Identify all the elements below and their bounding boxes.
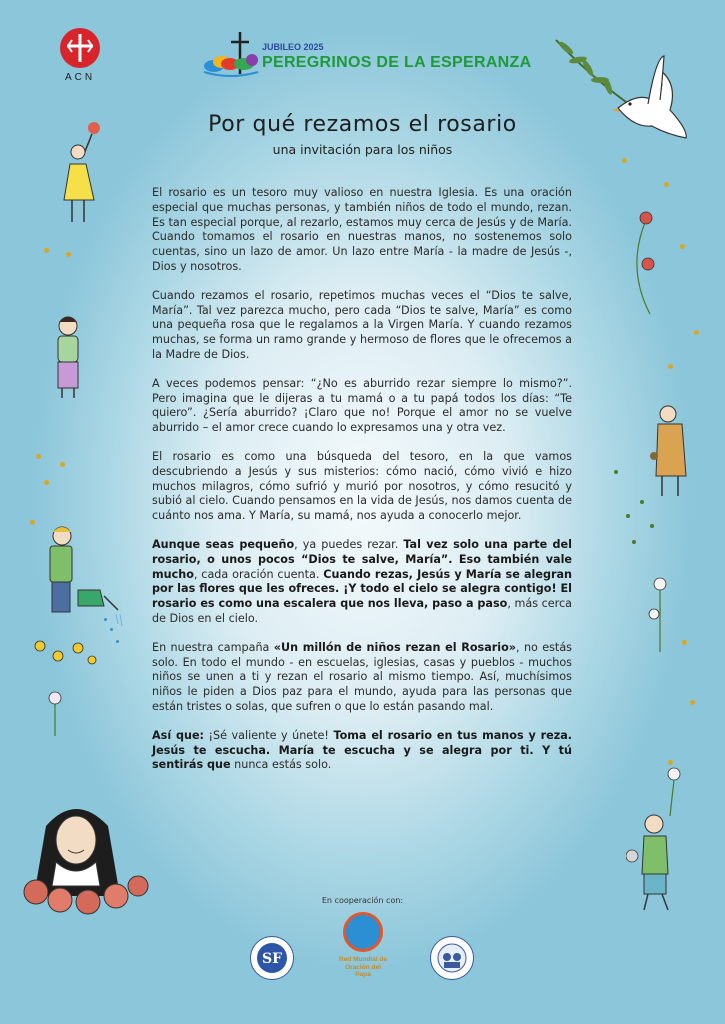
campaign-name: «Un millón de niños rezan el Rosario» <box>273 640 517 654</box>
p5-text-2: , cada oración cuenta. <box>193 567 324 581</box>
p5-text-1: , ya puedes rezar. <box>294 537 404 551</box>
paragraph-2: Cuando rezamos el rosario, repetimos muchas veces el “Dios te salve, María”. Tal vez parezca mucho, pero cada “Dios te salve, María” es como una pequeña rosa que le regalamos a la Virgen María. Y cuando rezamos muchas, se forma un ramo grande y hermoso de flores que le ofrecemos a la Madre de Dios. <box>152 288 572 361</box>
p5-bold-2: Tal vez solo una parte del rosario, o unos pocos “Dios te salve, María”. Eso también vale mucho <box>152 537 572 581</box>
paragraph-4: El rosario es como una búsqueda del tesoro, en la que vamos descubriendo a Jesús y sus misterios: cómo nació, cómo vivió e hizo muchos milagros, cómo sufrió y murió por nosotros, y cómo resucitó y subió al cielo. Cuando pensamos en la vida de Jesús, nos damos cuenta de cuánto nos ama. Y María, su mamá, nos ayuda a conocerlo mejor. <box>152 449 572 523</box>
boy-with-book-icon <box>48 312 88 402</box>
white-flowers-right-icon <box>642 574 678 654</box>
paragraph-6 <box>152 641 572 715</box>
p7-bold-1: Así que: <box>152 728 205 742</box>
jubilee-motto: PEREGRINOS DE LA ESPERANZA <box>262 54 532 71</box>
partner-logo-prayer-network <box>338 912 388 1002</box>
red-flowers-right-icon <box>626 208 666 318</box>
p7-text-1: ¡Sé valiente y únete! <box>204 728 334 742</box>
p5-text-3: , más cerca de Dios en el cielo. <box>152 597 572 625</box>
paragraph-5 <box>152 538 572 627</box>
p7-bold-2: Toma el rosario en tus manos y reza. Jesús te escucha. María te escucha y se alegra por ti. Y tú sentirás que <box>152 728 573 772</box>
jubilee-emblem-icon <box>200 28 260 80</box>
paragraph-3: A veces podemos pensar: “¿No es aburrido rezar siempre lo mismo?”. Pero imagina que le dijeras a tu mamá o a tu papá todos los días: “Te quiero”. ¿Sería aburrido? ¡Claro que no! Porque el amor no se vuelve aburrido – el amor crece cuando lo expresamos una y otra vez. <box>152 376 572 435</box>
page-subtitle: una invitación para los niños <box>272 142 453 157</box>
jubilee-year: JUBILEO 2025 <box>262 42 324 52</box>
body-text <box>152 186 572 787</box>
p5-bold-1: Aunque seas pequeño <box>152 537 295 551</box>
p5-bold-3: Cuando rezas, Jesús y María se alegran por las flores que les ofreces. ¡Y todo el cielo se alegra contigo! El rosario es como una escalera que nos lleva, paso a paso <box>152 567 572 611</box>
acn-label: ACN <box>64 72 96 83</box>
children-emblem-icon <box>431 937 473 979</box>
paragraph-1: El rosario es un tesoro muy valioso en nuestra Iglesia. Es una oración especial que muchas personas, y también niños de todo el mundo, rezan. Es tan especial porque, al rezarlo, estamos muy cerca de Jesús y de María. Cuando tomamos el rosario en nuestras manos, no sostenemos solo cuentas, sino un lazo de amor. Un lazo entre María - la madre de Jesús -, Dios y nosotros. <box>152 186 572 273</box>
sf-emblem-icon <box>251 937 293 979</box>
acn-logo <box>58 28 102 83</box>
p6-text-2: , no estás solo. En todo el mundo - en escuelas, iglesias, casas y pueblos - muchos niños se unen a ti y rezan el rosario al mismo tiempo. Así, muchísimos niños le piden a Dios paz para el mundo, ayuda para las personas que están tristes o solas, que sufren o que lo están pasando mal. <box>152 640 573 713</box>
girl-yellow-dress-icon <box>56 118 116 228</box>
p7-text-2: nunca estás solo. <box>230 758 332 772</box>
cooperation-label: En cooperación con: <box>321 896 404 905</box>
p6-text-1: En nuestra campaña <box>152 640 274 654</box>
paragraph-7 <box>152 729 572 773</box>
globe-heart-icon <box>343 912 383 952</box>
man-sowing-seeds-icon <box>648 400 698 500</box>
partner-logo-3 <box>430 936 474 980</box>
small-flower-left-icon <box>40 688 70 738</box>
yellow-flowers-icon <box>30 632 100 672</box>
child-holding-flower-icon <box>626 764 696 914</box>
page-title: Por qué rezamos el rosario <box>208 112 517 137</box>
boy-watering-can-icon <box>38 520 128 630</box>
prayer-network-label: Red Mundial de Oración del Papa <box>338 956 388 978</box>
nun-with-roses-icon <box>16 796 156 926</box>
svg-text:SF: SF <box>261 951 283 967</box>
partner-logo-1 <box>250 936 294 980</box>
jubilee-logo <box>200 28 540 80</box>
acn-cross-icon <box>60 28 100 68</box>
